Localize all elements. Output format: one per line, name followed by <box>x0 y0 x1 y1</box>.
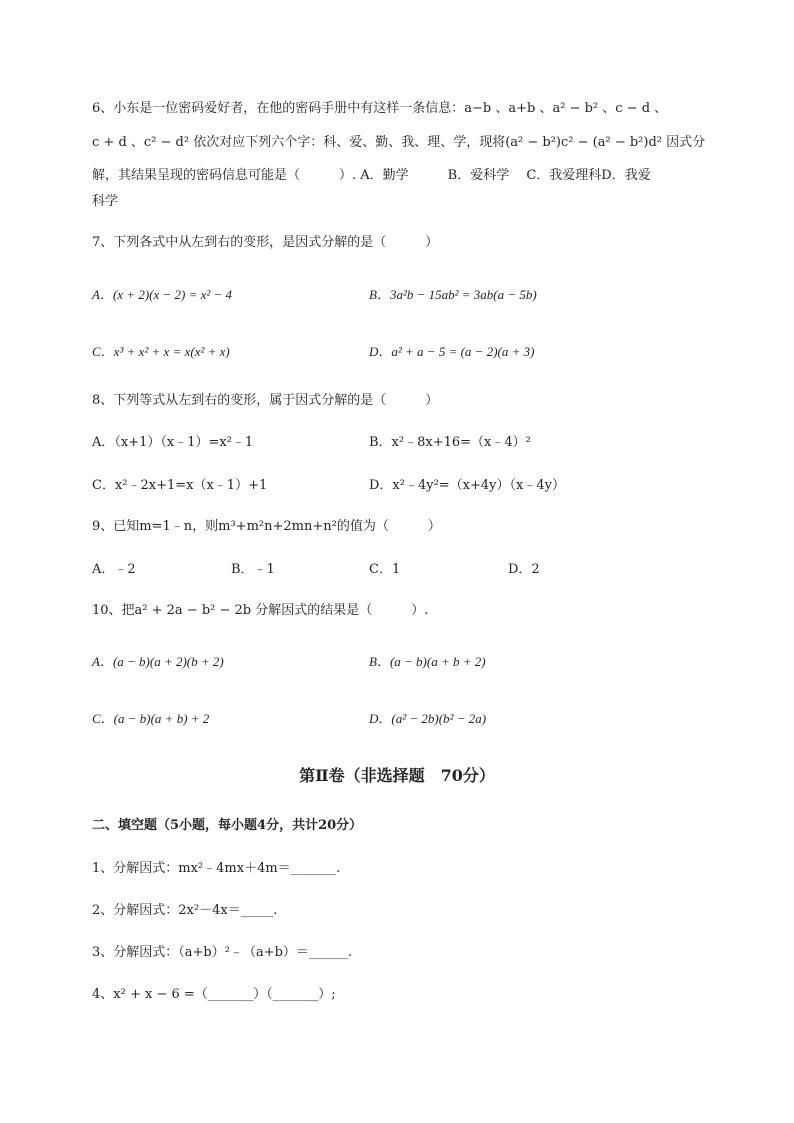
fill-question-2: 2、分解因式：2x²－4x＝_____. <box>92 903 278 918</box>
q9-stem: 9、已知m=1﹣n，则m³+m²n+2mn+n²的值为（ ） <box>92 519 441 534</box>
part-2-title: 第Ⅱ卷（非选择题 70分） <box>299 766 495 785</box>
q7-option-a: A．(x + 2)(x − 2) = x² − 4 <box>92 287 233 302</box>
q6-line-4: 科学 <box>92 194 119 209</box>
q10-option-c: C．(a − b)(a + b) + 2 <box>92 711 210 726</box>
q8-option-d: D．x²﹣4y²=（x+4y）（x﹣4y） <box>369 478 565 493</box>
q8-stem: 8、下列等式从左到右的变形，属于因式分解的是（ ） <box>92 393 439 408</box>
q7-option-b: B．3a²b − 15ab² = 3ab(a − 5b) <box>369 287 537 302</box>
q10-option-b: B．(a − b)(a + b + 2) <box>369 654 486 669</box>
q9-option-b: B．﹣1 <box>231 562 275 577</box>
q7-stem: 7、下列各式中从左到右的变形，是因式分解的是（ ） <box>92 235 439 250</box>
q10-option-a: A．(a − b)(a + 2)(b + 2) <box>92 654 224 669</box>
q10-stem: 10、把a² + 2a − b² − 2b 分解因式的结果是（ ）. <box>92 603 429 618</box>
fill-in-section-heading: 二、填空题（5小题，每小题4分，共计20分） <box>92 818 363 833</box>
q6-line-2: c + d 、c² − d² 依次对应下列六个字：科、爱、勤、我、理、学，现将(a² − b²)c² − (a² − b²)d² 因式分 <box>92 135 706 150</box>
q7-option-c: C．x³ + x² + x = x(x² + x) <box>92 344 230 359</box>
q8-option-c: C．x²﹣2x+1=x（x﹣1）+1 <box>92 478 268 493</box>
q9-option-d: D．2 <box>508 562 540 577</box>
q7-option-d: D．a² + a − 5 = (a − 2)(a + 3) <box>369 344 535 359</box>
q6-line-1: 6、小东是一位密码爱好者，在他的密码手册中有这样一条信息：a−b 、a+b 、a² − b² 、c − d 、 <box>92 101 668 116</box>
q9-option-c: C．1 <box>369 562 401 577</box>
q8-option-a: A．（x+1）（x﹣1）=x²﹣1 <box>92 435 254 450</box>
fill-question-1: 1、分解因式：mx²﹣4mx＋4m＝_______. <box>92 861 341 876</box>
q9-option-a: A．﹣2 <box>92 562 136 577</box>
fill-question-4: 4、x² + x − 6 =（_______）（_______）; <box>92 987 336 1002</box>
q10-option-d: D．(a² − 2b)(b² − 2a) <box>369 711 487 726</box>
q8-option-b: B．x²﹣8x+16=（x﹣4）² <box>369 435 531 450</box>
q6-line-3: 解，其结果呈现的密码信息可能是（ ）. A．勤学 B．爱科学 C．我爱理科D．我爱 <box>92 168 651 183</box>
fill-question-3: 3、分解因式：（a+b）²﹣（a+b）＝______. <box>92 945 353 960</box>
